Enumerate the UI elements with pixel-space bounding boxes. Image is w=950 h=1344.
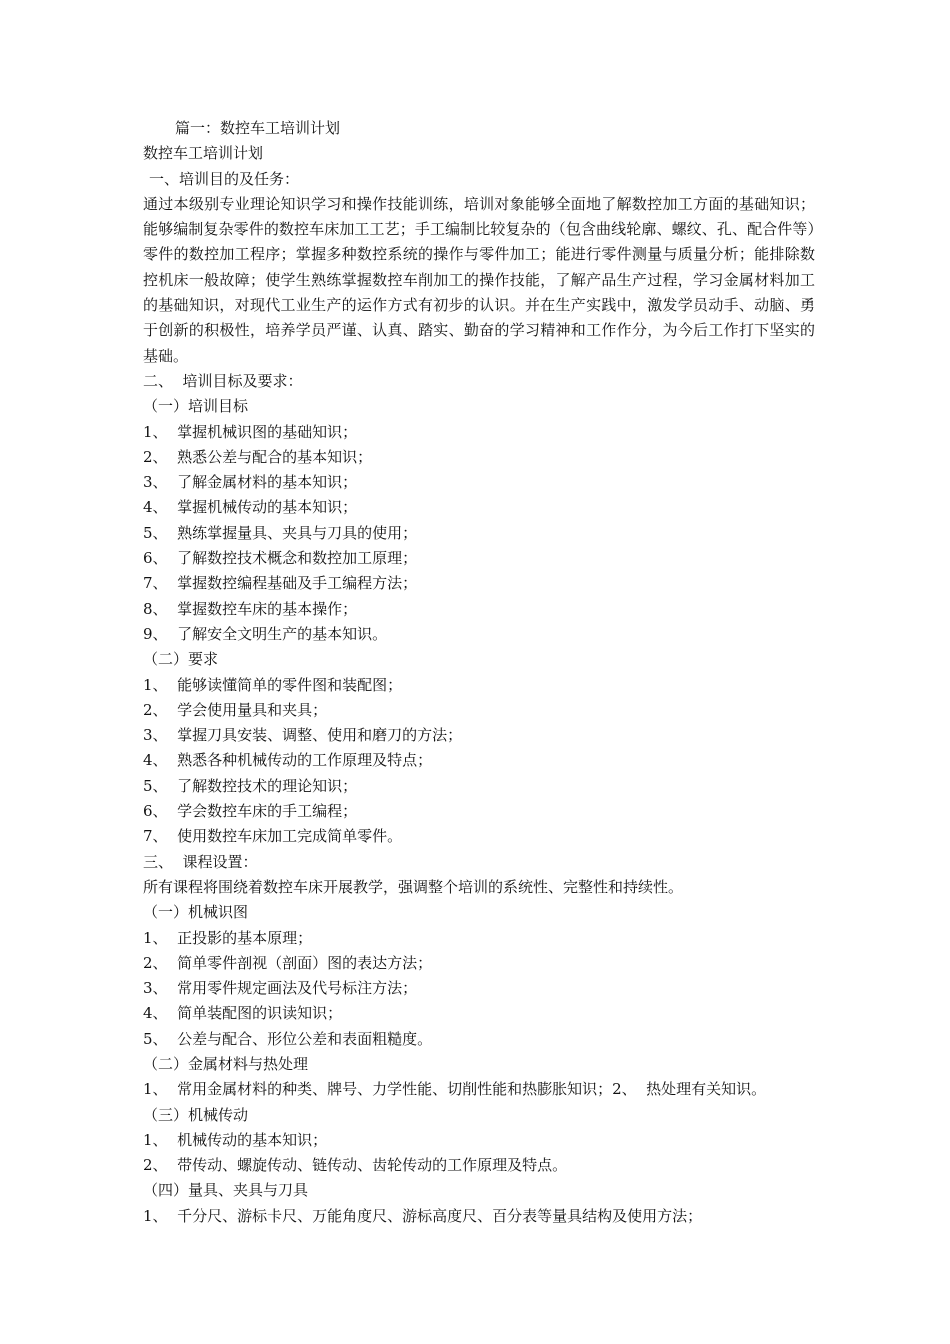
requirements-title: （二）要求	[143, 650, 219, 669]
list-item: 3、 了解金属材料的基本知识；	[143, 473, 358, 492]
list-item: 5、 公差与配合、形位公差和表面粗糙度。	[143, 1029, 433, 1048]
section3-intro: 所有课程将围绕着数控车床开展教学，强调整个培训的系统性、完整性和持续性。	[143, 877, 684, 896]
list-item: 1、 机械传动的基本知识；	[143, 1130, 328, 1149]
course4-title: （四）量具、夹具与刀具	[143, 1181, 309, 1200]
list-item: 4、 掌握机械传动的基本知识；	[143, 498, 358, 517]
list-item: 1、 掌握机械识图的基础知识；	[143, 422, 358, 441]
goals-title: （一）培训目标	[143, 397, 249, 416]
list-item: 1、 能够读懂简单的零件图和装配图；	[143, 675, 403, 694]
course3-title: （三）机械传动	[143, 1105, 249, 1124]
list-item: 6、 学会数控车床的手工编程；	[143, 802, 358, 821]
list-item: 9、 了解安全文明生产的基本知识。	[143, 624, 388, 643]
list-item: 2、 简单零件剖视（剖面）图的表达方法；	[143, 953, 433, 972]
list-item: 2、 熟悉公差与配合的基本知识；	[143, 447, 373, 466]
document-heading: 数控车工培训计划	[143, 144, 264, 163]
section2-title: 二、 培训目标及要求：	[143, 371, 303, 390]
course2-title: （二）金属材料与热处理	[143, 1054, 309, 1073]
section3-title: 三、 课程设置：	[143, 852, 258, 871]
list-item: 5、 了解数控技术的理论知识；	[143, 776, 358, 795]
list-item: 7、 掌握数控编程基础及手工编程方法；	[143, 574, 418, 593]
section1-title: 一、培训目的及任务：	[149, 169, 300, 188]
list-item: 4、 熟悉各种机械传动的工作原理及特点；	[143, 751, 433, 770]
list-item: 1、 常用金属材料的种类、牌号、力学性能、切削性能和热膨胀知识；2、 热处理有关知识。	[143, 1080, 767, 1099]
list-item: 5、 熟练掌握量具、夹具与刀具的使用；	[143, 523, 418, 542]
list-item: 3、 掌握刀具安装、调整、使用和磨刀的方法；	[143, 726, 463, 745]
list-item: 2、 学会使用量具和夹具；	[143, 700, 328, 719]
list-item: 2、 带传动、螺旋传动、链传动、齿轮传动的工作原理及特点。	[143, 1156, 568, 1175]
list-item: 1、 正投影的基本原理；	[143, 928, 313, 947]
list-item: 6、 了解数控技术概念和数控加工原理；	[143, 549, 418, 568]
list-item: 4、 简单装配图的识读知识；	[143, 1004, 343, 1023]
document-page	[143, 116, 815, 1229]
list-item: 8、 掌握数控车床的基本操作；	[143, 599, 358, 618]
course1-title: （一）机械识图	[143, 903, 249, 922]
list-item: 1、 千分尺、游标卡尺、万能角度尺、游标高度尺、百分表等量具结构及使用方法；	[143, 1206, 703, 1225]
list-item: 3、 常用零件规定画法及代号标注方法；	[143, 979, 418, 998]
document-title: 篇一：数控车工培训计划	[175, 119, 341, 137]
list-item: 7、 使用数控车床加工完成简单零件。	[143, 827, 403, 846]
section1-body: 通过本级别专业理论知识学习和操作技能训练，培训对象能够全面地了解数控加工方面的基础知识；能够编制复杂零件的数控车床加工工艺；手工编制比较复杂的（包含曲线轮廓、螺纹、孔、配合件等）零件的数控加工程序；掌握多种数控系统的操作与零件加工；能进行零件测量与质量分析；能排除数控机床一般故障；使学生熟练掌握数控车削加工的操作技能，了解产品生产过程，学习金属材料加工的基础知识，对现代工业生产的运作方式有初步的认识。并在生产实践中，激发学员动手、动脑、勇于创新的积极性，培养学员严谨、认真、踏实、勤奋的学习精神和工作作分，为今后工作打下坚实的基础。	[143, 194, 815, 365]
